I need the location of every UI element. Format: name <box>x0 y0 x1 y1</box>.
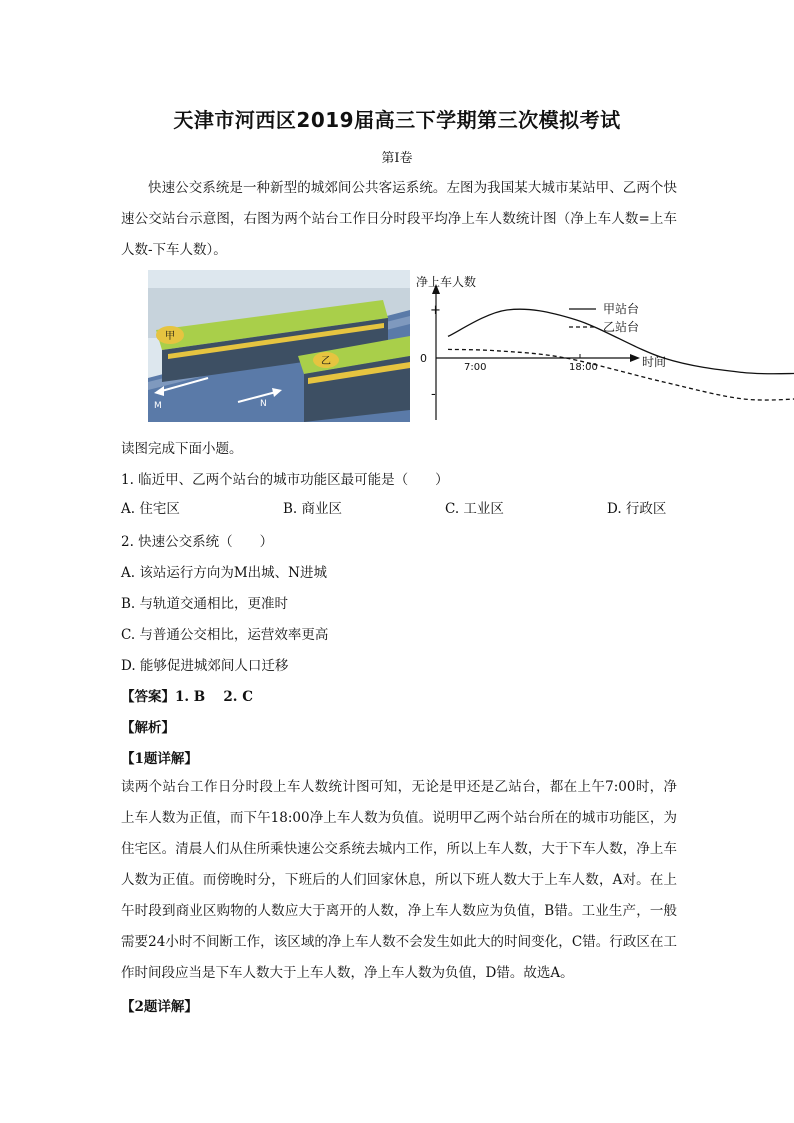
x-axis-label: 时间 <box>642 355 667 369</box>
y-axis-label: 净上车人数 <box>416 275 477 289</box>
q1-option-c[interactable]: C. 工业区 <box>445 501 504 517</box>
detail-2-label: 【2题详解】 <box>121 999 198 1015</box>
label-n: N <box>260 399 267 409</box>
net-boarding-chart <box>416 274 794 420</box>
x-axis-arrow <box>630 354 640 362</box>
series-line-jia <box>448 309 794 374</box>
section-label: 第Ⅰ卷 <box>381 151 413 166</box>
figure <box>148 270 667 434</box>
question-2-stem: 2. 快速公交系统（ ） <box>121 534 274 550</box>
series-line-yi <box>448 349 794 400</box>
legend-label-jia: 甲站台 <box>603 302 640 316</box>
analysis-label: 【解析】 <box>121 720 175 736</box>
label-yi: 乙 <box>321 356 331 367</box>
figure-svg <box>148 270 667 430</box>
q2-option-d[interactable]: D. 能够促进城郊间人口迁移 <box>121 658 289 674</box>
read-prompt: 读图完成下面小题。 <box>121 441 243 457</box>
intro-paragraph: 快速公交系统是一种新型的城郊间公共客运系统。左图为我国某大城市某站甲、乙两个快速公交站台示意图，右图为两个站台工作日分时段平均净上车人数统计图（净上车人数=上车人数-下车人数）。 <box>121 180 677 258</box>
q1-option-d[interactable]: D. 行政区 <box>607 501 667 517</box>
tick-label-1800: 18:00 <box>569 362 598 373</box>
page-title: 天津市河西区2019届高三下学期第三次模拟考试 <box>173 108 621 132</box>
tick-label-0700: 7:00 <box>464 362 487 373</box>
label-jia: 甲 <box>165 331 175 342</box>
q2-option-a[interactable]: A. 该站运行方向为M出城、N进城 <box>121 565 327 581</box>
q2-option-c[interactable]: C. 与普通公交相比，运营效率更高 <box>121 627 329 643</box>
legend-label-yi: 乙站台 <box>603 320 640 334</box>
y-minus-label: - <box>431 387 436 402</box>
q1-option-a[interactable]: A. 住宅区 <box>121 501 180 517</box>
detail-1-text: 读两个站台工作日分时段上车人数统计图可知，无论是甲还是乙站台，都在上午7:00时，净上车人数为正值，而下午18:00净上车人数为负值。说明甲乙两个站台所在的城市功能区，为住宅区。清晨人们从住所乘快速公交系统去城内工作，所以上车人数，大于下车人数，净上车人数为正值。而傍晚时分，下班后的人们回家休息，所以下班人数大于上车人数，A对。在上午时段到商业区购物的人数应大于离开的人数，净上车人数应为负值，B错。工业生产，一般需要24小时不间断工作，该区域的净上车人数不会发生如此大的时间变化，C错。行政区在工作时间段应当是下车人数大于上车人数，净上车人数为负值，D错。故选A。 <box>121 779 677 981</box>
bus-station-illustration <box>148 270 410 422</box>
origin-label: 0 <box>420 352 427 365</box>
question-1-stem: 1. 临近甲、乙两个站台的城市功能区最可能是（ ） <box>121 472 449 488</box>
q1-option-b[interactable]: B. 商业区 <box>283 501 343 517</box>
y-plus-label: + <box>430 303 441 318</box>
q2-option-b[interactable]: B. 与轨道交通相比，更准时 <box>121 596 289 612</box>
answer-line: 【答案】1. B 2. C <box>121 689 253 705</box>
label-m: M <box>154 401 162 411</box>
detail-1-label: 【1题详解】 <box>121 751 198 767</box>
